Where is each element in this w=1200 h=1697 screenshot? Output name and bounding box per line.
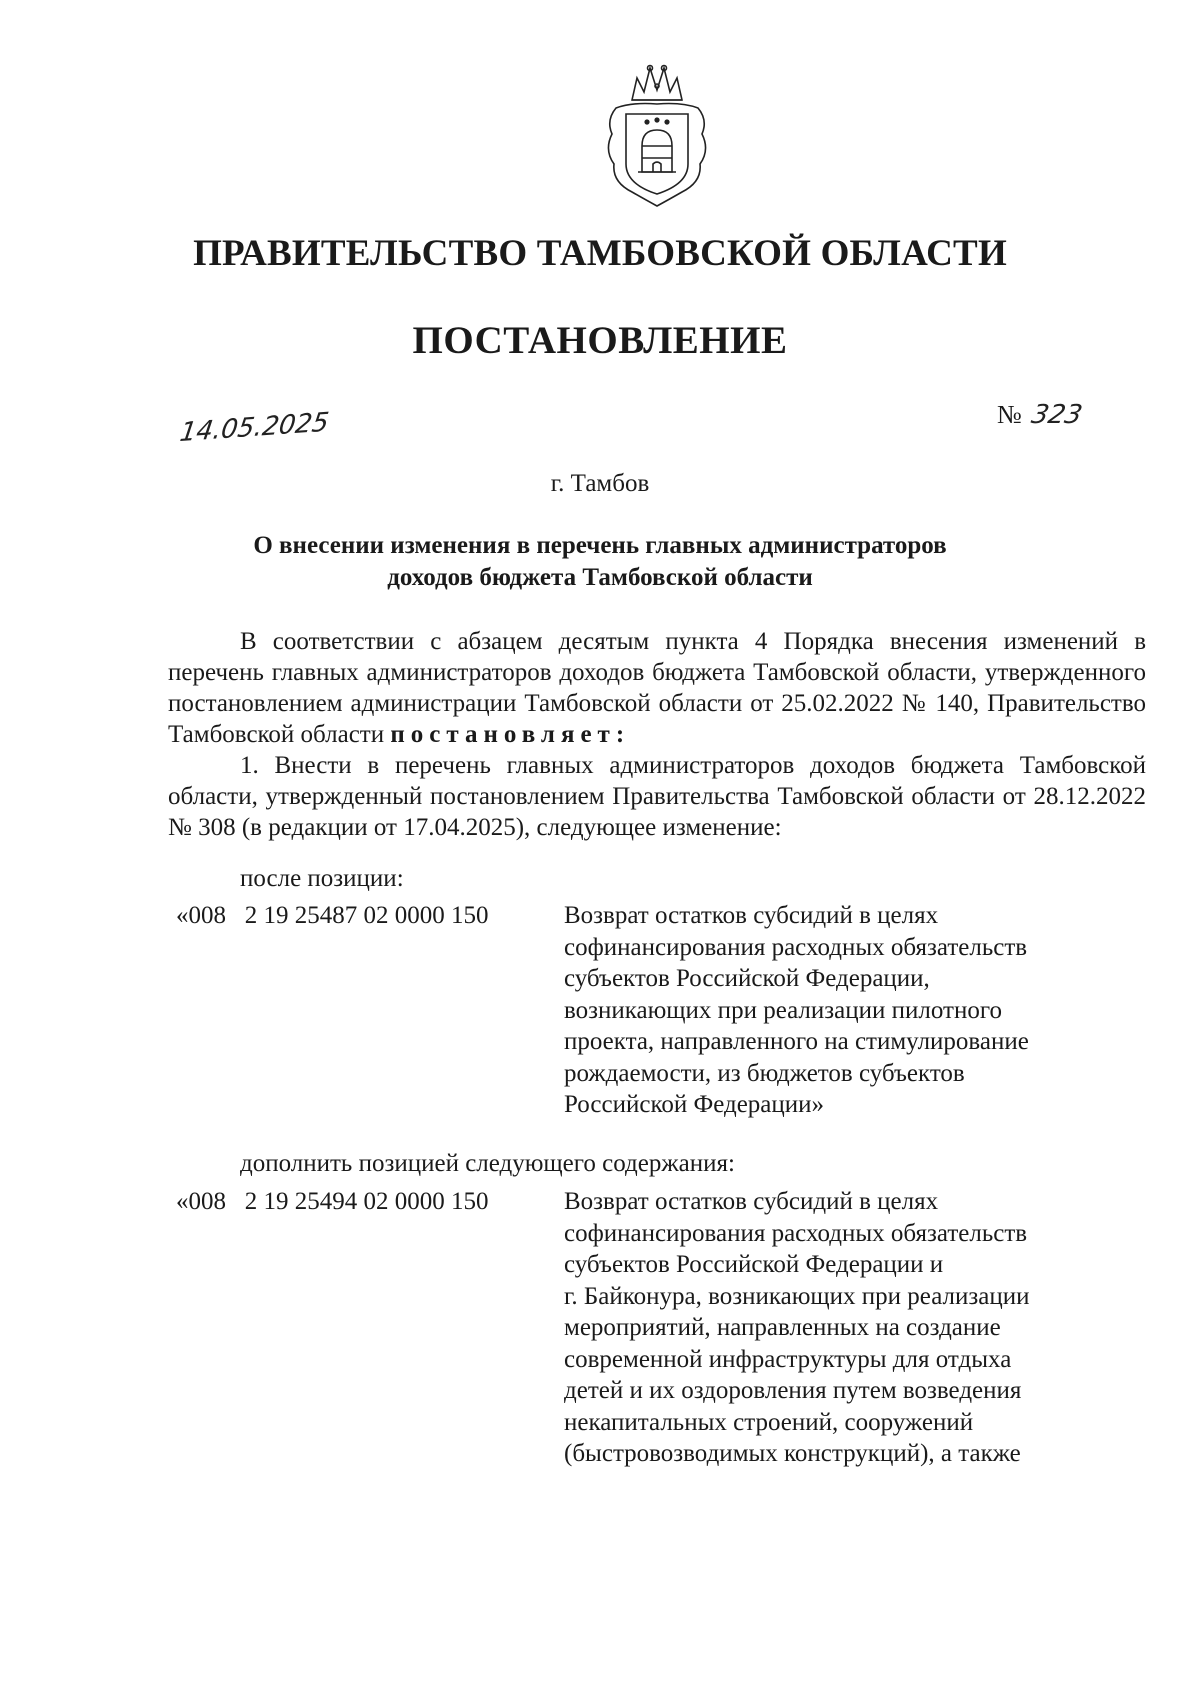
document-number (997, 400, 1085, 430)
entry-new-description (564, 1186, 1136, 1470)
description-line: Российской Федерации» (564, 1091, 825, 1118)
description-line: софинансирования расходных обязательств (564, 1219, 1028, 1247)
entry-new-code: «008 2 19 25494 02 0000 150 (176, 1188, 489, 1215)
description-line: современной инфраструктуры для отдыха (564, 1345, 1012, 1373)
preamble-text: В соответствии с абзацем десятым пункта 4 Порядка внесения изменений в перечень главных администраторов доходов бюджета Тамбовской области, утвержденного постановлением администрации Тамбовской области от 25.02.2022 № 140, Правительство Тамбовской области (168, 628, 1146, 748)
description-line: г. Байконура, возникающих при реализации (564, 1282, 1030, 1310)
document-subject (150, 530, 1050, 594)
subject-line-1: О внесении изменения в перечень главных администраторов (253, 532, 947, 559)
subject-line-2: доходов бюджета Тамбовской области (387, 564, 813, 591)
add-position-label: дополнить позицией следующего содержания: (240, 1150, 735, 1177)
document-date (179, 408, 330, 448)
description-line: субъектов Российской Федерации, (564, 965, 930, 992)
description-line: субъектов Российской Федерации и (564, 1251, 944, 1278)
clause-1-paragraph: 1. Внести в перечень главных администраторов доходов бюджета Тамбовской области, утвержденный постановлением Правительства Тамбовской области от 28.12.2022 № 308 (в редакции от 17.04.2025), следующее изменение: (168, 752, 1146, 841)
entry-existing-description (564, 900, 1136, 1121)
entry-existing-code: «008 2 19 25487 02 0000 150 (176, 902, 489, 929)
organization-title: ПРАВИТЕЛЬСТВО ТАМБОВСКОЙ ОБЛАСТИ (193, 233, 1007, 274)
number-handwritten: 323 (1028, 400, 1085, 430)
description-line: софинансирования расходных обязательств (564, 933, 1028, 961)
description-line: (быстровозводимых конструкций), а также (564, 1440, 1021, 1467)
document-type-title: ПОСТАНОВЛЕНИЕ (412, 319, 788, 362)
preamble-paragraph (168, 626, 1146, 750)
number-sign: № (997, 400, 1022, 429)
description-line: некапитальных строений, сооружений (564, 1408, 974, 1436)
description-line: детей и их оздоровления путем возведения (564, 1377, 1022, 1404)
description-line: проекта, направленного на стимулирование (564, 1028, 1029, 1055)
after-position-label: после позиции: (240, 865, 404, 892)
description-line: рождаемости, из бюджетов субъектов (564, 1059, 965, 1087)
document-body (168, 626, 1146, 843)
city-line: г. Тамбов (550, 470, 650, 497)
description-line: Возврат остатков субсидий в целях (564, 902, 939, 929)
description-line: возникающих при реализации пилотного (564, 996, 1002, 1024)
tambov-coat-of-arms-icon (602, 60, 712, 210)
description-line: Возврат остатков субсидий в целях (564, 1188, 939, 1215)
date-handwritten: 14.05.2025 (177, 407, 331, 449)
description-line: мероприятий, направленных на создание (564, 1314, 1001, 1341)
resolution-keyword: постановляет: (390, 721, 631, 748)
